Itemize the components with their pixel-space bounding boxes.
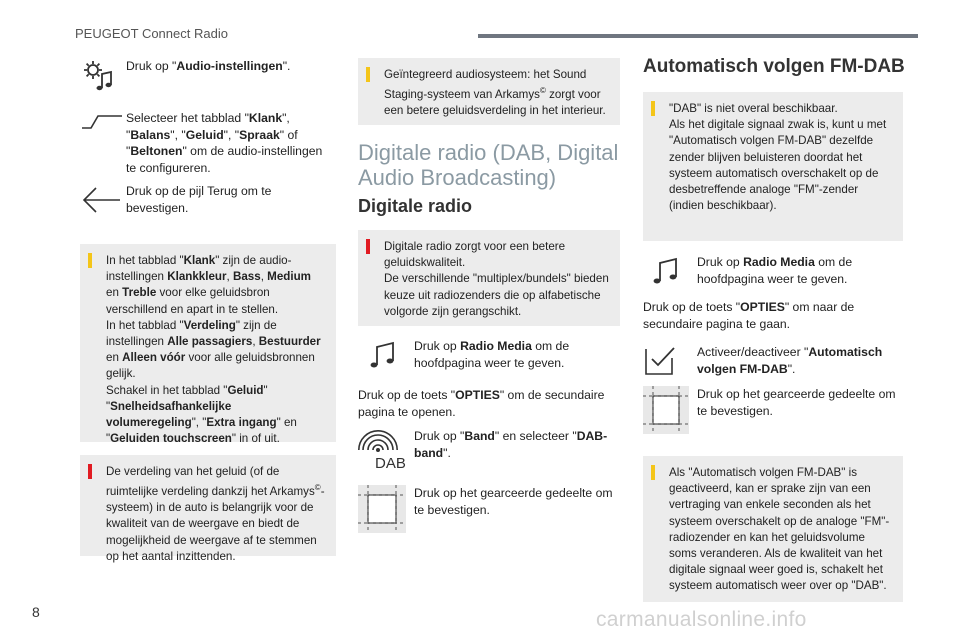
info-note-delay bbox=[643, 456, 903, 602]
step-shaded-area-2 bbox=[643, 386, 908, 434]
warning-mark bbox=[88, 464, 92, 479]
note-line-1: "DAB" is niet overal beschikbaar. bbox=[669, 102, 838, 115]
step-text: Druk op "Audio-instellingen". bbox=[126, 59, 291, 73]
music-note-icon bbox=[368, 338, 414, 371]
note-para-2: In het tabblad "Verdeling" zijn de instellingen Alle passagiers, Bestuurder en Alleen vóór voor alle geluidsbronnen gelijk. bbox=[106, 318, 321, 381]
shaded-area-icon bbox=[358, 485, 414, 533]
info-mark bbox=[651, 465, 655, 480]
paragraph-options: Druk op de toets "OPTIES" om de secundaire pagina te openen. bbox=[358, 388, 605, 419]
info-mark bbox=[366, 67, 370, 82]
section-heading-dab: Digitale radio (DAB, Digital Audio Broadcasting) bbox=[358, 140, 619, 190]
header-title: PEUGEOT Connect Radio bbox=[75, 26, 228, 41]
step-text: Druk op het gearceerde gedeelte om te bevestigen. bbox=[697, 387, 896, 418]
note-line-1: Digitale radio zorgt voor een betere geluidskwaliteit. bbox=[384, 240, 566, 270]
checkbox-icon bbox=[643, 344, 697, 377]
note-text: Geïntegreerd audiosysteem: het Sound Staging-systeem van Arkamys© zorgt voor een betere geluidsverdeling in het interieur. bbox=[384, 68, 606, 118]
info-mark bbox=[651, 101, 655, 116]
step-text: Druk op "Band" en selecteer "DAB-band". bbox=[414, 429, 608, 460]
step-text: Selecteer het tabblad "Klank", "Balans", "Geluid", "Spraak" of "Beltonen" om de audio-instellingen te configureren. bbox=[126, 111, 323, 175]
header-bar bbox=[478, 34, 918, 38]
back-arrow-icon bbox=[80, 183, 126, 217]
watermark: carmanualsonline.info bbox=[596, 608, 807, 631]
warning-note-digital-radio bbox=[358, 230, 620, 326]
step-toggle-fm-dab bbox=[643, 344, 908, 377]
dab-icon-label: DAB bbox=[375, 455, 406, 472]
step-audio-settings bbox=[80, 58, 335, 92]
radio-dab-icon bbox=[358, 428, 414, 472]
note-para-3: Schakel in het tabblad "Geluid" "Snelheidsafhankelijke volumeregeling", "Extra ingang" en "Geluiden touchscreen" in of uit. bbox=[106, 383, 297, 446]
settings-music-icon bbox=[80, 58, 126, 92]
step-radio-media-2 bbox=[651, 254, 906, 287]
step-band bbox=[358, 428, 623, 472]
info-note-dab-availability bbox=[643, 92, 903, 241]
info-note-klank bbox=[80, 244, 336, 446]
step-text: Druk op het gearceerde gedeelte om te bevestigen. bbox=[414, 486, 613, 517]
tab-shape-icon bbox=[80, 110, 126, 176]
shaded-area-icon bbox=[643, 386, 697, 434]
warning-mark bbox=[366, 239, 370, 254]
info-mark bbox=[88, 253, 92, 268]
warning-note-distribution bbox=[80, 455, 336, 563]
step-radio-media bbox=[368, 338, 623, 371]
note-line-2: De verschillende "multiplex/bundels" bieden keuze uit radiozenders die op alfabetische volgorde zijn gerangschikt. bbox=[384, 272, 609, 318]
step-select-tab bbox=[80, 110, 335, 176]
note-para-1: In het tabblad "Klank" zijn de audio-instellingen Klankkleur, Bass, Medium en Treble voor elke geluidsbron verschillend en apart in te stellen. bbox=[106, 254, 311, 316]
info-note-arkamys bbox=[358, 58, 620, 125]
paragraph-options-2: Druk op de toets "OPTIES" om naar de secundaire pagina te gaan. bbox=[643, 300, 855, 331]
note-line-2: Als het digitale signaal zwak is, kunt u met "Automatisch volgen FM-DAB" dezelfde zender blijven beluisteren doordat het systeem automatisch overschakelt op de desbetreffende analoge "FM"-zender (indien beschikbaar). bbox=[669, 118, 887, 213]
page-number: 8 bbox=[32, 604, 40, 620]
step-shaded-area bbox=[358, 485, 623, 533]
note-text: De verdeling van het geluid (of de ruimtelijke verdeling dankzij het Arkamys©-systeem) in de auto is belangrijk voor de kwaliteit van de weergave en biedt de mogelijkheid de weergave af te stemmen op het aantal inzittenden. bbox=[106, 465, 325, 563]
section-heading-fm-dab: Automatisch volgen FM-DAB bbox=[643, 56, 905, 77]
subheading-digital-radio: Digitale radio bbox=[358, 196, 473, 216]
note-text: Als "Automatisch volgen FM-DAB" is geactiveerd, kan er sprake zijn van een vertraging van enkele seconden als het systeem overschakelt op de analoge "FM"-radiozender en kan het geluidsvolume soms veranderen. Als de kwaliteit van het digitale signaal weer goed is, schakelt het systeem automatisch weer over op "DAB". bbox=[669, 466, 890, 593]
step-text: Activeer/deactiveer "Automatisch volgen FM-DAB". bbox=[697, 345, 883, 376]
step-text: Druk op Radio Media om de hoofdpagina weer te geven. bbox=[414, 339, 570, 370]
step-text: Druk op de pijl Terug om te bevestigen. bbox=[126, 184, 272, 215]
music-note-icon bbox=[651, 254, 697, 287]
step-text: Druk op Radio Media om de hoofdpagina weer te geven. bbox=[697, 255, 853, 286]
step-back bbox=[80, 183, 335, 217]
